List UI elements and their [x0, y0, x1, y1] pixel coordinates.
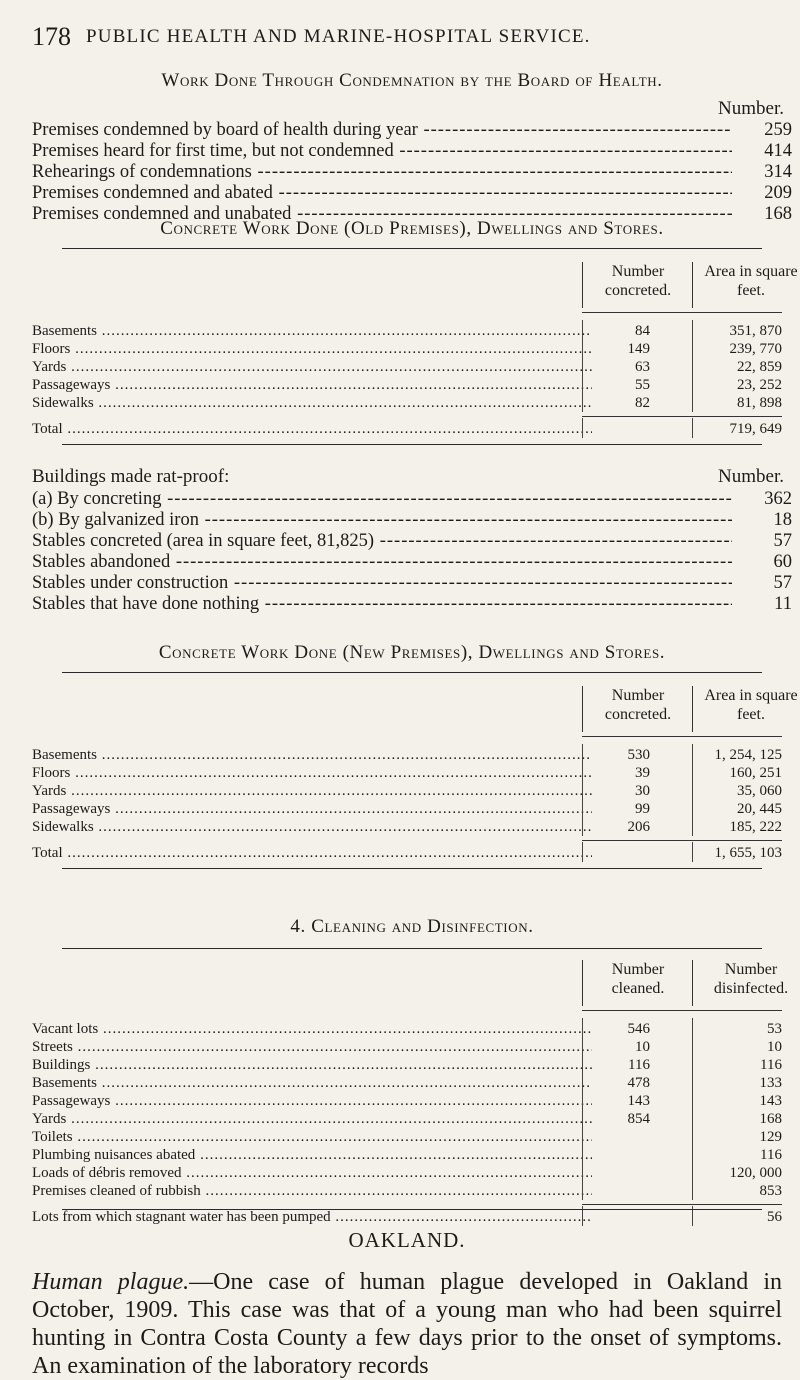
new-premises-table — [32, 686, 798, 876]
old-premises-number: 55 — [635, 377, 650, 393]
cleaning-label: Loads of débris removed ..... — [32, 1164, 592, 1182]
new-premises-label: Sidewalks ..... — [32, 818, 592, 836]
cleaning-disinfected: 116 — [760, 1147, 782, 1163]
rat-proof-row — [32, 510, 792, 531]
cleaning-disinfected: 10 — [767, 1039, 782, 1055]
cleaning-disinfected: 129 — [759, 1129, 782, 1145]
cleaning-disinfected: 56 — [767, 1209, 782, 1225]
cleaning-row — [32, 1092, 782, 1110]
cleaning-col2-header: Number disinfected. — [713, 961, 789, 997]
old-premises-number: 82 — [635, 395, 650, 411]
rat-proof-row — [32, 531, 792, 552]
old-premises-area: 22, 859 — [737, 359, 782, 375]
cleaning-label: Passageways ..... — [32, 1092, 592, 1110]
cleaning-disinfected: 116 — [760, 1057, 782, 1073]
old-premises-area: 719, 649 — [729, 421, 782, 437]
old-premises-header — [32, 262, 798, 310]
rat-proof-value: 11 — [774, 594, 792, 614]
cleaning-label: Basements ..... — [32, 1074, 592, 1092]
divider — [62, 868, 762, 869]
new-premises-row — [32, 800, 782, 818]
new-premises-row — [32, 818, 782, 836]
condemnation-row — [32, 141, 792, 162]
rat-proof-row — [32, 573, 792, 594]
cleaning-disinfected: 168 — [759, 1111, 782, 1127]
column-rule — [582, 1126, 583, 1146]
rat-proof-value: 60 — [773, 552, 792, 572]
condemnation-label: Premises heard for first time, but not condemned ----- — [32, 141, 732, 162]
old-premises-table — [32, 262, 798, 452]
rat-proof-rows — [32, 489, 792, 615]
cleaning-row — [32, 1146, 782, 1164]
new-premises-label: Passageways ..... — [32, 800, 592, 818]
cleaning-disinfected: 120, 000 — [729, 1165, 782, 1181]
cleaning-cleaned: 478 — [627, 1075, 650, 1091]
new-premises-label: Basements ..... — [32, 746, 592, 764]
rat-proof-value: 57 — [773, 573, 792, 593]
rat-proof-row — [32, 552, 792, 573]
total-rule — [582, 1204, 782, 1205]
new-premises-header — [32, 686, 798, 734]
new-premises-number: 30 — [635, 783, 650, 799]
old-premises-number: 84 — [635, 323, 650, 339]
rat-proof-value: 362 — [764, 489, 792, 509]
oakland-section — [32, 1226, 782, 1380]
cleaning-label: Lots from which stagnant water has been pumped ..... — [32, 1208, 592, 1226]
condemnation-label: Premises condemned by board of health during year ----- — [32, 120, 732, 141]
new-premises-title-block — [32, 642, 792, 664]
total-rule — [582, 416, 782, 417]
column-rule — [692, 960, 693, 1006]
header-rule — [582, 1010, 782, 1011]
cleaning-cleaned: 854 — [627, 1111, 650, 1127]
old-premises-number: 63 — [635, 359, 650, 375]
cleaning-disinfected: 853 — [759, 1183, 782, 1199]
cleaning-row — [32, 1074, 782, 1092]
condemnation-value: 209 — [764, 183, 792, 203]
new-premises-area: 1, 655, 103 — [714, 845, 782, 861]
cleaning-row — [32, 1056, 782, 1074]
new-premises-row — [32, 746, 782, 764]
new-premises-number: 530 — [627, 747, 650, 763]
column-rule — [692, 262, 693, 308]
rat-proof-label: Stables under construction ----- — [32, 573, 732, 594]
new-premises-label: Total ..... — [32, 844, 592, 862]
old-premises-row — [32, 394, 782, 412]
cleaning-row — [32, 1182, 782, 1200]
new-premises-area: 35, 060 — [737, 783, 782, 799]
cleaning-cleaned: 116 — [628, 1057, 650, 1073]
rat-proof-label: Stables that have done nothing ----- — [32, 594, 732, 615]
cleaning-disinfected: 133 — [759, 1075, 782, 1091]
condemnation-value: 314 — [764, 162, 792, 182]
human-plague-lead: Human plague. — [32, 1269, 190, 1295]
new-premises-area: 160, 251 — [729, 765, 782, 781]
condemnation-number-header: Number. — [718, 98, 784, 119]
new-premises-label: Yards ..... — [32, 782, 592, 800]
divider — [62, 948, 762, 949]
column-rule — [582, 686, 583, 732]
cleaning-table — [32, 960, 789, 1225]
cleaning-row — [32, 1128, 782, 1146]
condemnation-rows — [32, 120, 792, 225]
rat-proof-label: (b) By galvanized iron ----- — [32, 510, 732, 531]
old-premises-col2-header: Area in square feet. — [704, 263, 798, 299]
rat-proof-number-header: Number. — [718, 466, 784, 487]
old-premises-title: Concrete Work Done (Old Premises), Dwellings and Stores. — [160, 218, 664, 239]
old-premises-number: 149 — [627, 341, 650, 357]
old-premises-label: Sidewalks ..... — [32, 394, 592, 412]
old-premises-col1-header: Number concreted. — [604, 263, 672, 299]
rat-proof-section — [32, 466, 792, 615]
old-premises-area: 81, 898 — [737, 395, 782, 411]
column-rule — [582, 842, 583, 862]
page-number: 178 — [32, 22, 71, 51]
column-rule — [582, 1180, 583, 1200]
column-rule — [582, 418, 583, 438]
rat-proof-label: (a) By concreting ----- — [32, 489, 732, 510]
oakland-paragraph — [32, 1268, 782, 1380]
rat-proof-label: Stables abandoned ----- — [32, 552, 732, 573]
cleaning-label: Toilets ..... — [32, 1128, 592, 1146]
old-premises-label: Floors ..... — [32, 340, 592, 358]
condemnation-row — [32, 120, 792, 141]
rat-proof-value: 57 — [773, 531, 792, 551]
rat-proof-row — [32, 594, 792, 615]
column-rule — [582, 1162, 583, 1182]
new-premises-number: 206 — [627, 819, 650, 835]
cleaning-col1-header: Number cleaned. — [611, 961, 665, 997]
new-premises-title: Concrete Work Done (New Premises), Dwellings and Stores. — [158, 642, 666, 663]
old-premises-row — [32, 376, 782, 394]
column-rule — [582, 1144, 583, 1164]
old-premises-label: Total ..... — [32, 420, 592, 438]
old-premises-title-block — [32, 218, 792, 240]
old-premises-area: 351, 870 — [729, 323, 782, 339]
cleaning-row — [32, 1020, 782, 1038]
new-premises-row — [32, 844, 782, 862]
divider — [62, 672, 762, 673]
cleaning-label: Yards ..... — [32, 1110, 592, 1128]
condemnation-value: 259 — [764, 120, 792, 140]
cleaning-label: Buildings ..... — [32, 1056, 592, 1074]
cleaning-cleaned: 143 — [627, 1093, 650, 1109]
rat-proof-label: Stables concreted (area in square feet, 81,825) ----- — [32, 531, 732, 552]
condemnation-row — [32, 162, 792, 183]
rat-proof-title: Buildings made rat-proof: — [32, 466, 230, 487]
column-rule — [692, 686, 693, 732]
rat-proof-title-row — [32, 466, 792, 487]
running-title: PUBLIC HEALTH AND MARINE-HOSPITAL SERVICE. — [86, 26, 591, 47]
old-premises-area: 23, 252 — [737, 377, 782, 393]
new-premises-col1-header: Number concreted. — [604, 687, 672, 723]
rat-proof-value: 18 — [773, 510, 792, 530]
cleaning-title-block — [32, 916, 792, 938]
oakland-heading: OAKLAND. — [348, 1228, 466, 1252]
cleaning-row — [32, 1164, 782, 1182]
old-premises-label: Passageways ..... — [32, 376, 592, 394]
header-rule — [582, 736, 782, 737]
cleaning-row — [32, 1110, 782, 1128]
old-premises-label: Yards ..... — [32, 358, 592, 376]
cleaning-title: 4. Cleaning and Disinfection. — [290, 916, 534, 937]
new-premises-area: 20, 445 — [737, 801, 782, 817]
page-header — [0, 12, 800, 52]
new-premises-number: 39 — [635, 765, 650, 781]
cleaning-header — [32, 960, 789, 1008]
condemnation-label: Premises condemned and abated ----- — [32, 183, 732, 204]
old-premises-area: 239, 770 — [729, 341, 782, 357]
old-premises-row — [32, 358, 782, 376]
column-rule — [582, 262, 583, 308]
new-premises-area: 185, 222 — [729, 819, 782, 835]
total-rule — [582, 840, 782, 841]
cleaning-label: Vacant lots ..... — [32, 1020, 592, 1038]
cleaning-label: Plumbing nuisances abated ..... — [32, 1146, 592, 1164]
new-premises-number: 99 — [635, 801, 650, 817]
condemnation-value: 414 — [764, 141, 792, 161]
new-premises-row — [32, 764, 782, 782]
divider — [62, 444, 762, 445]
divider — [62, 248, 762, 249]
condemnation-title: Work Done Through Condemnation by the Board of Health. — [161, 70, 663, 91]
column-rule — [582, 960, 583, 1006]
divider — [62, 1209, 762, 1210]
cleaning-label: Streets ..... — [32, 1038, 592, 1056]
new-premises-area: 1, 254, 125 — [714, 747, 782, 763]
rat-proof-row — [32, 489, 792, 510]
old-premises-row — [32, 420, 782, 438]
new-premises-col2-header: Area in square feet. — [704, 687, 798, 723]
cleaning-row — [32, 1038, 782, 1056]
cleaning-cleaned: 546 — [627, 1021, 650, 1037]
condemnation-label: Premises condemned and unabated ----- — [32, 204, 732, 225]
cleaning-row — [32, 1208, 782, 1226]
condemnation-value: 168 — [764, 204, 792, 224]
oakland-text: —One case of human plague developed in Oakland in October, 1909. This case was that of a young man who had been squirrel hunting in Contra Costa County a few days prior to the onset of symptoms. An examination of the laboratory records — [32, 1269, 782, 1379]
old-premises-row — [32, 340, 782, 358]
old-premises-row — [32, 322, 782, 340]
cleaning-disinfected: 53 — [767, 1021, 782, 1037]
cleaning-disinfected: 143 — [759, 1093, 782, 1109]
condemnation-label: Rehearings of condemnations ----- — [32, 162, 732, 183]
cleaning-label: Premises cleaned of rubbish ..... — [32, 1182, 592, 1200]
condemnation-section — [32, 70, 792, 225]
cleaning-cleaned: 10 — [635, 1039, 650, 1055]
new-premises-label: Floors ..... — [32, 764, 592, 782]
header-rule — [582, 312, 782, 313]
new-premises-row — [32, 782, 782, 800]
condemnation-row — [32, 183, 792, 204]
old-premises-label: Basements ..... — [32, 322, 592, 340]
